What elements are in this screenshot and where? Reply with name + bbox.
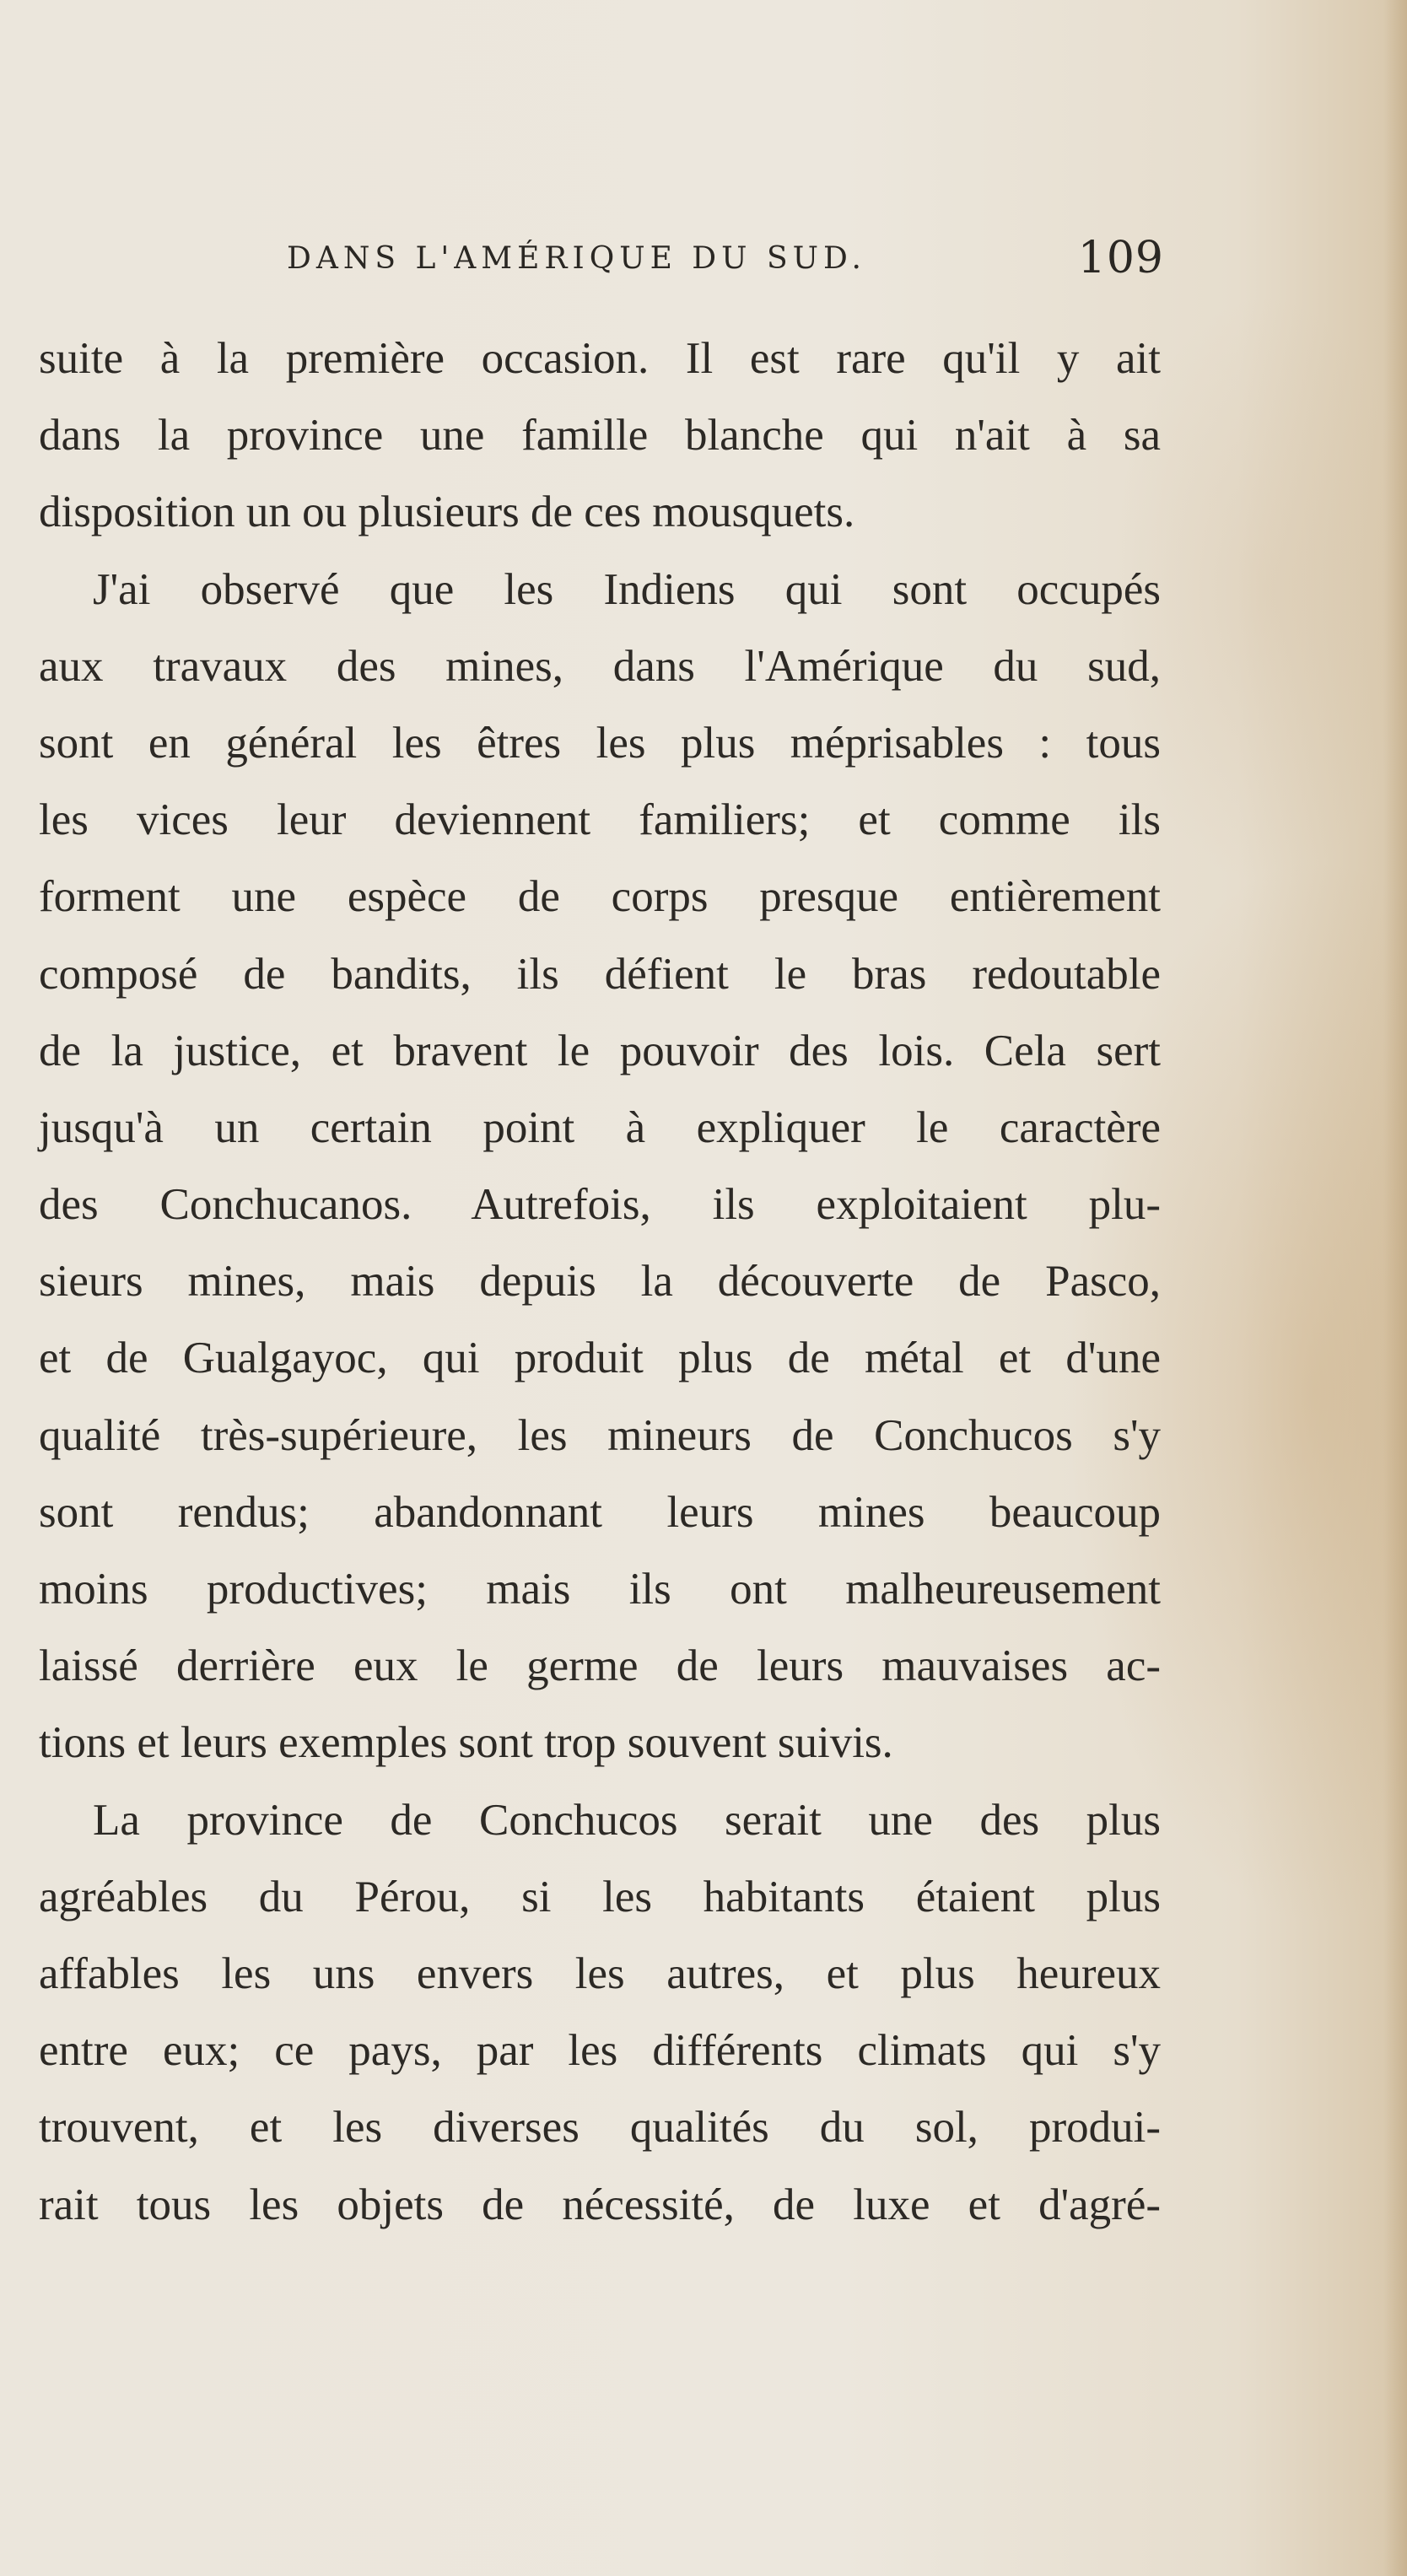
text-line: dans la province une famille blanche qui n'ait à sa: [39, 411, 1161, 461]
running-header: [287, 233, 1164, 288]
text-line: J'ai observé que les Indiens qui sont occupés: [93, 564, 1161, 614]
text-line: les vices leur deviennent familiers; et comme ils: [39, 795, 1161, 845]
page-number: 109: [1077, 233, 1164, 283]
text-line: sieurs mines, mais depuis la découverte de Pasco,: [39, 1257, 1161, 1307]
text-line: de la justice, et bravent le pouvoir des lois. Cela sert: [39, 1026, 1161, 1075]
text-line: suite à la première occasion. Il est rare qu'il y ait: [39, 334, 1161, 383]
text-line: affables les uns envers les autres, et plus heureux: [39, 1948, 1161, 1998]
text-line: jusqu'à un certain point à expliquer le caractère: [39, 1102, 1161, 1152]
text-line: agréables du Pérou, si les habitants étaient plus: [39, 1872, 1161, 1921]
text-line: disposition un ou plusieurs de ces mousquets.: [39, 488, 855, 537]
text-line: aux travaux des mines, dans l'Amérique du sud,: [39, 641, 1161, 691]
text-line: sont rendus; abandonnant leurs mines beaucoup: [39, 1487, 1161, 1537]
text-line: moins productives; mais ils ont malheureusement: [39, 1565, 1161, 1614]
page-edge-shadow: [1383, 0, 1407, 2576]
text-line: forment une espèce de corps presque entièrement: [39, 872, 1161, 922]
text-line: trouvent, et les diverses qualités du sol, produi-: [39, 2103, 1161, 2153]
text-line: entre eux; ce pays, par les différents climats qui s'y: [39, 2026, 1161, 2076]
text-line: sont en général les êtres les plus méprisables : tous: [39, 718, 1161, 768]
text-line: qualité très-supérieure, les mineurs de Conchucos s'y: [39, 1410, 1161, 1460]
text-line: rait tous les objets de nécessité, de luxe et d'agré-: [39, 2180, 1161, 2229]
text-line: laissé derrière eux le germe de leurs mauvaises ac-: [39, 1641, 1161, 1691]
body-text: [39, 321, 1161, 2244]
text-line: des Conchucanos. Autrefois, ils exploitaient plu-: [39, 1180, 1161, 1230]
text-line: et de Gualgayoc, qui produit plus de métal et d'une: [39, 1334, 1161, 1383]
text-line: La province de Conchucos serait une des plus: [93, 1795, 1161, 1845]
text-line: composé de bandits, ils défient le bras redoutable: [39, 949, 1161, 999]
text-line: tions et leurs exemples sont trop souvent suivis.: [39, 1718, 893, 1768]
running-title: DANS L'AMÉRIQUE DU SUD.: [287, 241, 866, 276]
